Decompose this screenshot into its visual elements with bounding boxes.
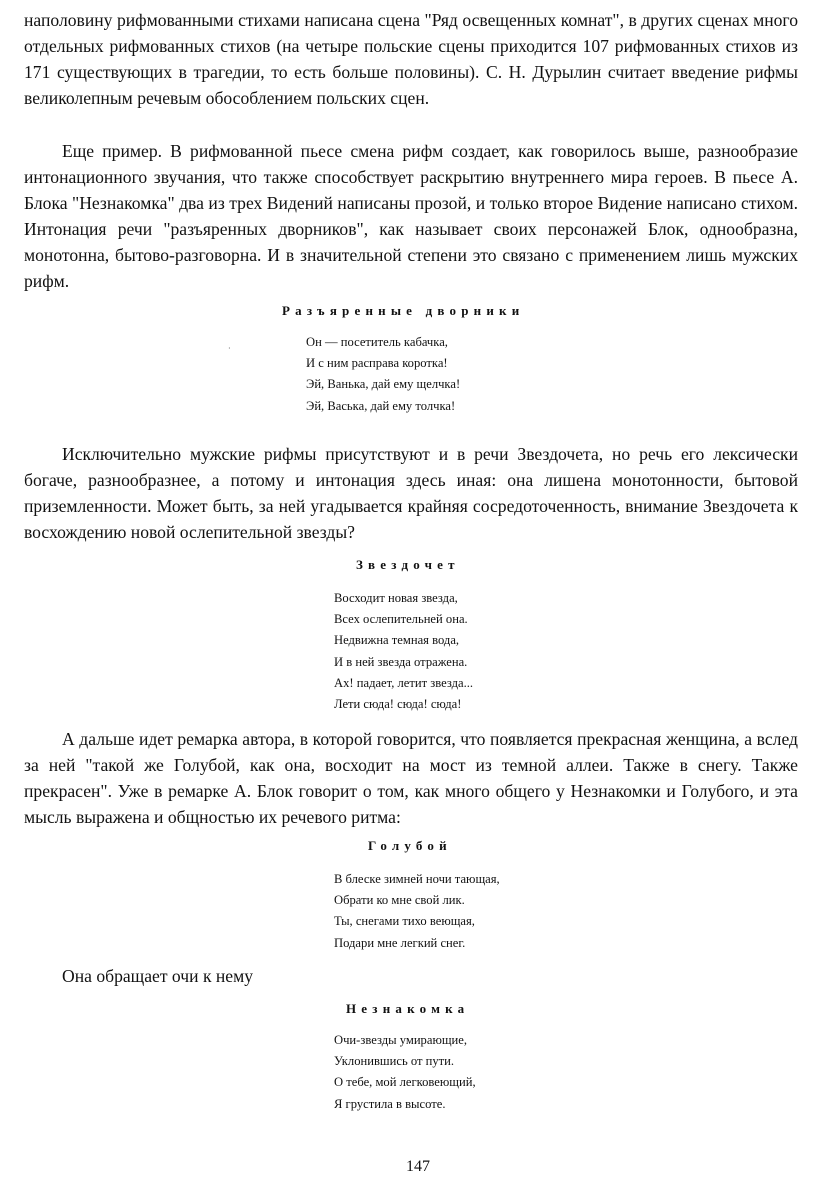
verse-line: Ты, снегами тихо веющая, <box>334 914 475 929</box>
verse-line: Подари мне легкий снег. <box>334 935 466 950</box>
verse-line: Недвижна темная вода, <box>334 633 460 648</box>
paragraph-neznakomka-example: Еще пример. В рифмованной пьесе смена рифм создает, как говорилось выше, разнообразие интонационного звучания, что также способствует раскрытию внутреннего мира героев. В пьесе А. Блока "Незнакомка" два из трех Видений написаны прозой, и только второе Видение написано стихом. Интонация речи "разъяренных дворников", как называет своих персонажей Блок, однообразна, монотонна, бытово-разговорна. И в значительной степени это связано с применением лишь мужских рифм. <box>24 141 798 292</box>
verse-line: Очи-звезды умирающие, <box>334 1033 468 1047</box>
paragraph-author-remark: А дальше идет ремарка автора, в которой говорится, что появляется прекрасная женщина, а вслед за ней "такой же Голубой, как она, восходит на мост из темной аллеи. Также в снегу. Также прекрасен". Уже в ремарке А. Блок говорит о том, как много общего у Незнакомки и Голубого, и эта мысль выражена и общностью их речевого ритма: <box>24 729 798 828</box>
page-number: 147 <box>406 1158 430 1175</box>
verse-line: Эй, Васька, дай ему толчка! <box>306 398 456 413</box>
verse-neznakomka <box>334 1030 476 1115</box>
verse-line: Он — посетитель кабачка, <box>306 335 448 349</box>
verse-line: Всех ослепительней она. <box>334 612 468 627</box>
verse-line: Я грустила в высоте. <box>334 1096 446 1111</box>
verse-zvezdochet <box>334 588 473 715</box>
verse-line: Эй, Ванька, дай ему щелчка! <box>306 377 461 392</box>
verse-line: И с ним расправа коротка! <box>306 356 448 371</box>
verse-line: Уклонившись от пути. <box>334 1054 455 1069</box>
verse-line: Лети сюда! сюда! сюда! <box>334 697 462 712</box>
verse-goluboy <box>334 869 500 954</box>
verse-dvorniki <box>306 332 460 417</box>
speaker-heading-neznakomka: Незнакомка <box>346 1001 470 1016</box>
speaker-heading-zvezdochet: Звездочет <box>356 557 460 572</box>
paragraph-polish-scenes: наполовину рифмованными стихами написана сцена "Ряд освещенных комнат", в других сценах много отдельных рифмованных стихов (на четыре польские сцены приходится 107 рифмованных стихов из 171 существующих в трагедии, то есть больше половины). С. Н. Дурылин считает введение рифмы великолепным речевым обособлением польских сцен. <box>24 10 798 109</box>
paragraph-zvezdochet-rhymes: Исключительно мужские рифмы присутствуют и в речи Звездочета, но речь его лексически богаче, разнообразнее, а потому и интонация здесь иная: она лишена монотонности, бытовой приземленности. Может быть, за ней угадывается крайняя сосредоточенность, внимание Звездочета к восхождению новой ослепительной звезды? <box>24 444 798 543</box>
speaker-heading-goluboy: Голубой <box>368 838 452 853</box>
verse-line: Восходит новая звезда, <box>334 591 458 605</box>
stage-direction-line: Она обращает очи к нему <box>62 966 254 986</box>
verse-line: В блеске зимней ночи тающая, <box>334 872 500 886</box>
verse-line: Обрати ко мне свой лик. <box>334 893 465 908</box>
verse-line: О тебе, мой легковеющий, <box>334 1075 476 1090</box>
speaker-heading-dvorniki: Разъяренные дворники <box>282 303 525 318</box>
verse-line: И в ней звезда отражена. <box>334 654 468 669</box>
verse-line: Ах! падает, летит звезда... <box>334 675 474 690</box>
print-speck: · <box>228 344 231 353</box>
